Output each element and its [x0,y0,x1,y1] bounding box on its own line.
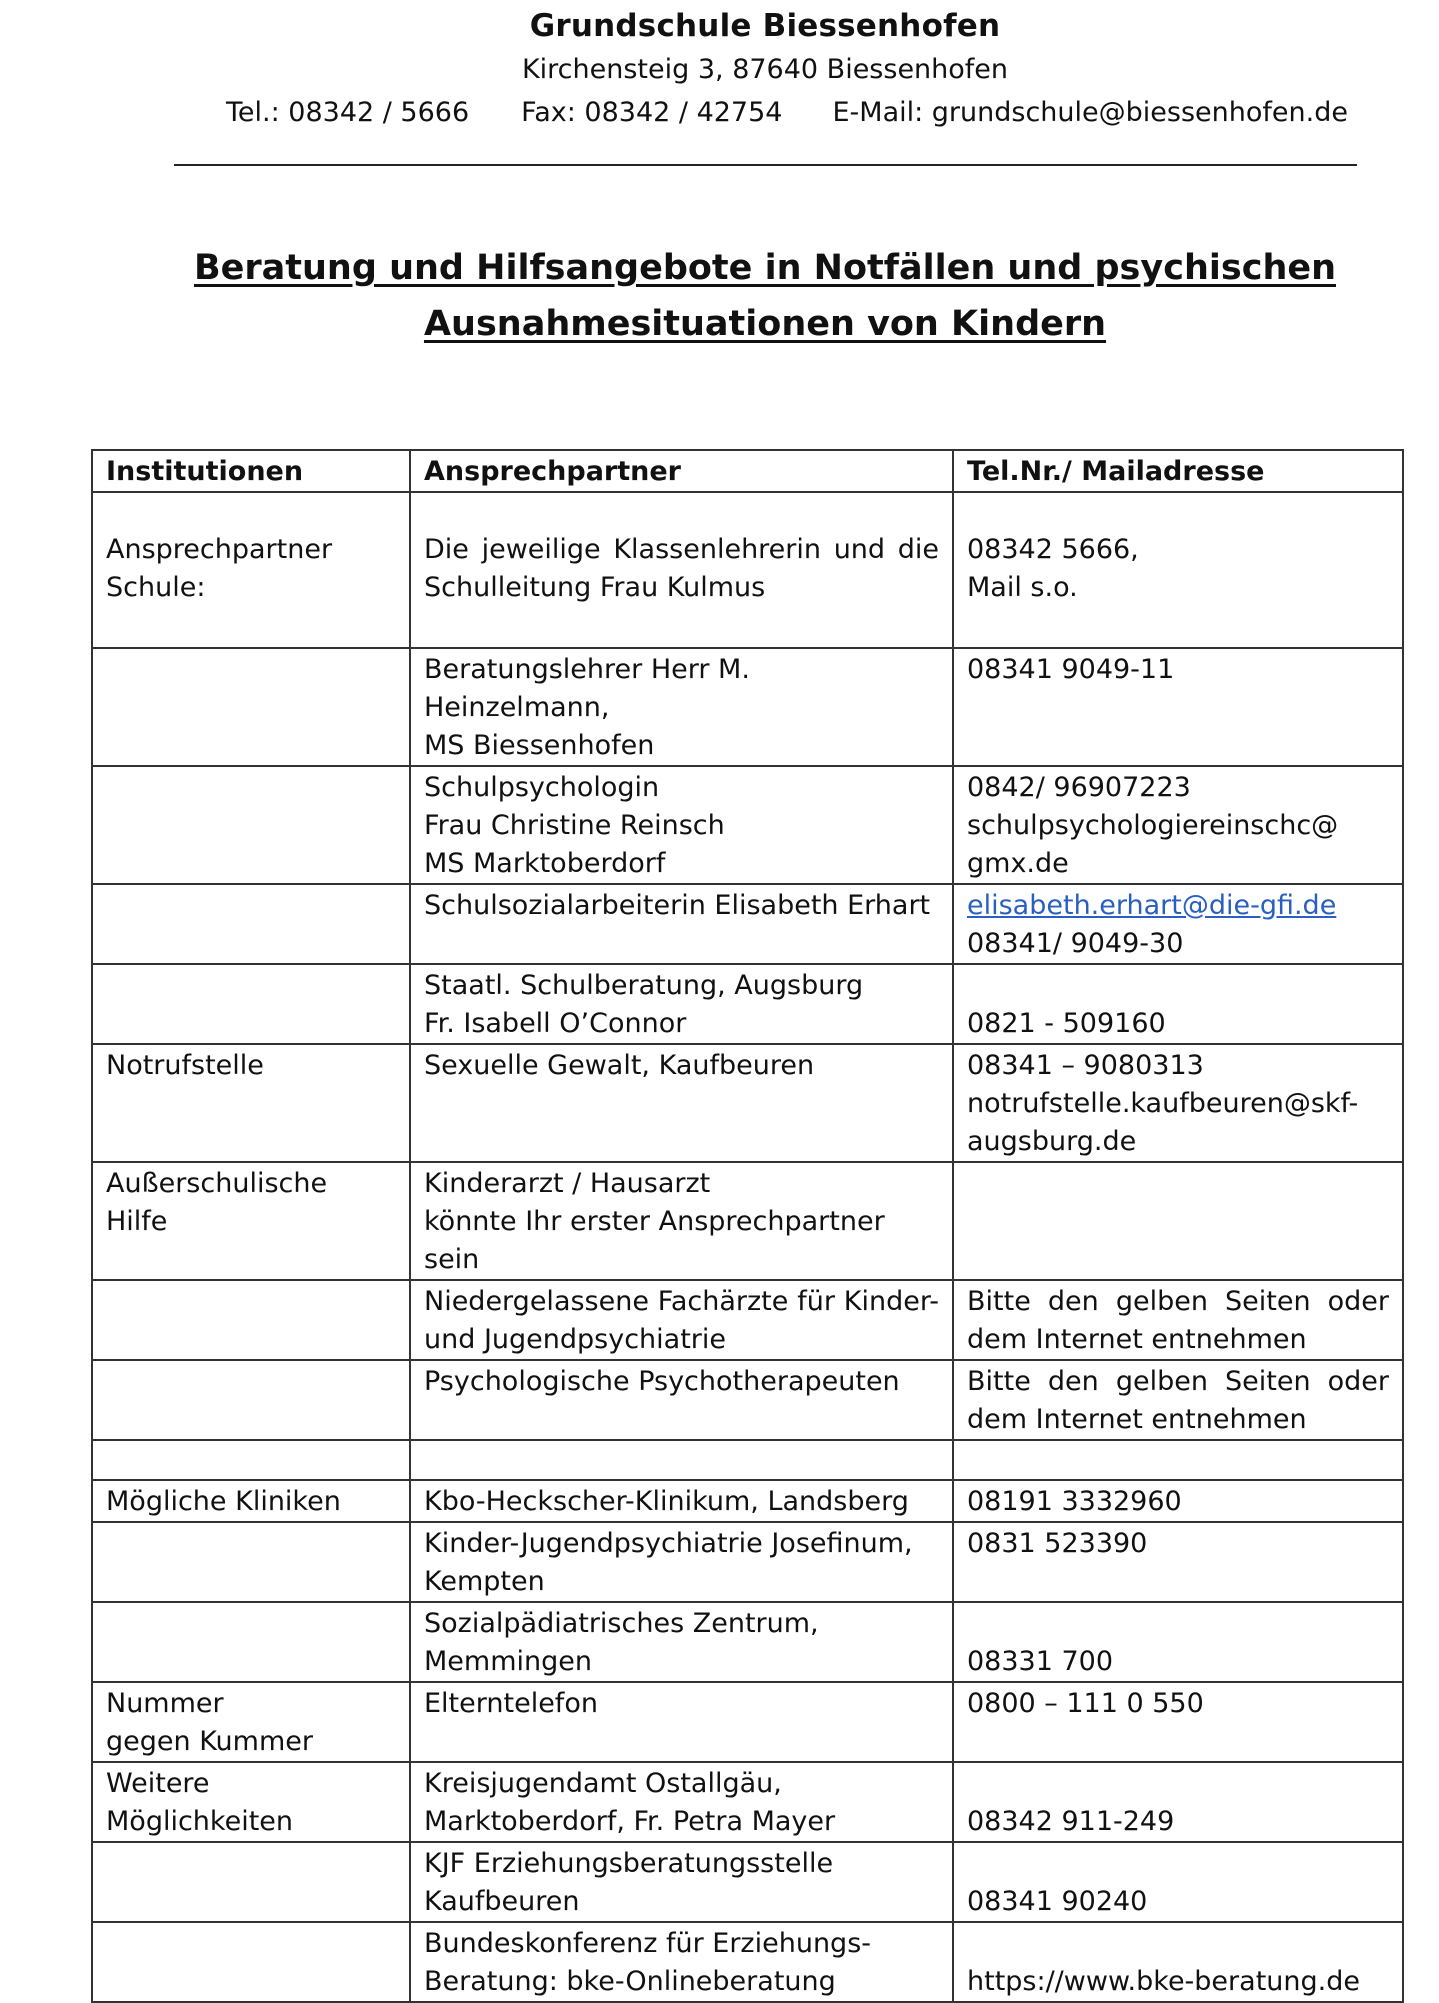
contact-cell: 08331 700 [953,1602,1403,1682]
header-institutionen: Institutionen [92,450,410,492]
contact-cell: Bitte den gelben Seiten oder dem Internet entnehmen [953,1360,1403,1440]
institution-cell [92,1280,410,1360]
institution-cell: Notrufstelle [92,1044,410,1162]
partner-cell: Kinderarzt / Hausarzt könnte Ihr erster Ansprechpartner sein [410,1162,953,1280]
institution-cell: Weitere Möglichkeiten [92,1762,410,1842]
email-link[interactable]: elisabeth.erhart@die-gfi.de [967,890,1337,921]
document-title [0,240,1439,352]
partner-cell: Kbo-Heckscher-Klinikum, Landsberg [410,1480,953,1522]
institution-cell [92,1842,410,1922]
partner-cell: Niedergelassene Fachärzte für Kinder- und Jugendpsychiatrie [410,1280,953,1360]
table-row [92,1162,1403,1280]
table-row [92,964,1403,1044]
title-line-1: Beratung und Hilfsangebote in Notfällen und psychischen [193,248,1337,288]
partner-cell: Elterntelefon [410,1682,953,1762]
table-row [92,492,1403,648]
contact-cell: 0831 523390 [953,1522,1403,1602]
partner-cell: Kreisjugendamt Ostallgäu, Marktoberdorf, Fr. Petra Mayer [410,1762,953,1842]
institution-cell [92,1602,410,1682]
institution-cell: Außerschulische Hilfe [92,1162,410,1280]
school-address: Kirchensteig 3, 87640 Biessenhofen [521,54,1009,85]
title-line-2: Ausnahmesituationen von Kindern [423,304,1107,344]
email-address: E-Mail: grundschule@biessenhofen.de [832,97,1348,128]
table-row [92,1360,1403,1440]
partner-cell: Staatl. Schulberatung, Augsburg Fr. Isabell O’Connor [410,964,953,1044]
table-row [92,1522,1403,1602]
contact-cell: 0800 – 111 0 550 [953,1682,1403,1762]
header-divider [174,164,1357,166]
institution-cell [92,964,410,1044]
contact-cell [953,1440,1403,1480]
contact-cell [953,1162,1403,1280]
school-name: Grundschule Biessenhofen [529,8,1001,44]
contacts-table [91,449,1404,2003]
contact-cell: 0842/ 96907223 schulpsychologiereinschc@ gmx.de [953,766,1403,884]
table-row [92,1480,1403,1522]
contact-cell: 08341 – 9080313 notrufstelle.kaufbeuren@skf- augsburg.de [953,1044,1403,1162]
table-row [92,648,1403,766]
table-row [92,766,1403,884]
institution-cell: Mögliche Kliniken [92,1480,410,1522]
partner-cell: Schulpsychologin Frau Christine Reinsch MS Marktoberdorf [410,766,953,884]
partner-cell: Psychologische Psychotherapeuten [410,1360,953,1440]
partner-cell: Beratungslehrer Herr M. Heinzelmann, MS Biessenhofen [410,648,953,766]
contact-cell: elisabeth.erhart@die-gfi.de 08341/ 9049-30 [953,884,1403,964]
institution-cell [92,648,410,766]
contact-cell: 08341 90240 [953,1842,1403,1922]
contact-cell: 0821 - 509160 [953,964,1403,1044]
partner-cell: Sexuelle Gewalt, Kaufbeuren [410,1044,953,1162]
table-row [92,1602,1403,1682]
table-row [92,1044,1403,1162]
institution-cell [92,884,410,964]
contact-cell: 08341 9049-11 [953,648,1403,766]
contact-line [226,97,1348,128]
institution-cell [92,766,410,884]
phone-number: Tel.: 08342 / 5666 [226,97,470,128]
contact-cell: 08191 3332960 [953,1480,1403,1522]
website-link[interactable]: https://www.bke-beratung.de [967,1966,1360,1997]
contact-cell: 08342 5666, Mail s.o. [953,492,1403,648]
empty-row [92,1440,1403,1480]
partner-cell: KJF Erziehungsberatungsstelle Kaufbeuren [410,1842,953,1922]
partner-cell: Die jeweilige Klassenlehrerin und die Schulleitung Frau Kulmus [410,492,953,648]
partner-cell: Kinder-Jugendpsychiatrie Josefinum, Kempten [410,1522,953,1602]
table-row [92,1842,1403,1922]
table-row [92,1682,1403,1762]
header-telnr-mail: Tel.Nr./ Mailadresse [953,450,1403,492]
contact-cell [953,1922,1403,2002]
table-row [92,1280,1403,1360]
table-row [92,1922,1403,2002]
partner-cell: Sozialpädiatrisches Zentrum, Memmingen [410,1602,953,1682]
partner-cell: Bundeskonferenz für Erziehungs- Beratung: bke-Onlineberatung [410,1922,953,2002]
institution-cell: Nummer gegen Kummer [92,1682,410,1762]
institution-cell [92,1522,410,1602]
table-header-row [92,450,1403,492]
table-row [92,1762,1403,1842]
contact-cell: Bitte den gelben Seiten oder dem Internet entnehmen [953,1280,1403,1360]
partner-cell: Schulsozialarbeiterin Elisabeth Erhart [410,884,953,964]
institution-cell [92,1922,410,2002]
table-row [92,884,1403,964]
fax-number: Fax: 08342 / 42754 [521,97,783,128]
contact-cell: 08342 911-249 [953,1762,1403,1842]
institution-cell [92,1360,410,1440]
header-ansprechpartner: Ansprechpartner [410,450,953,492]
institution-cell [92,1440,410,1480]
institution-cell: Ansprechpartner Schule: [92,492,410,648]
partner-cell [410,1440,953,1480]
